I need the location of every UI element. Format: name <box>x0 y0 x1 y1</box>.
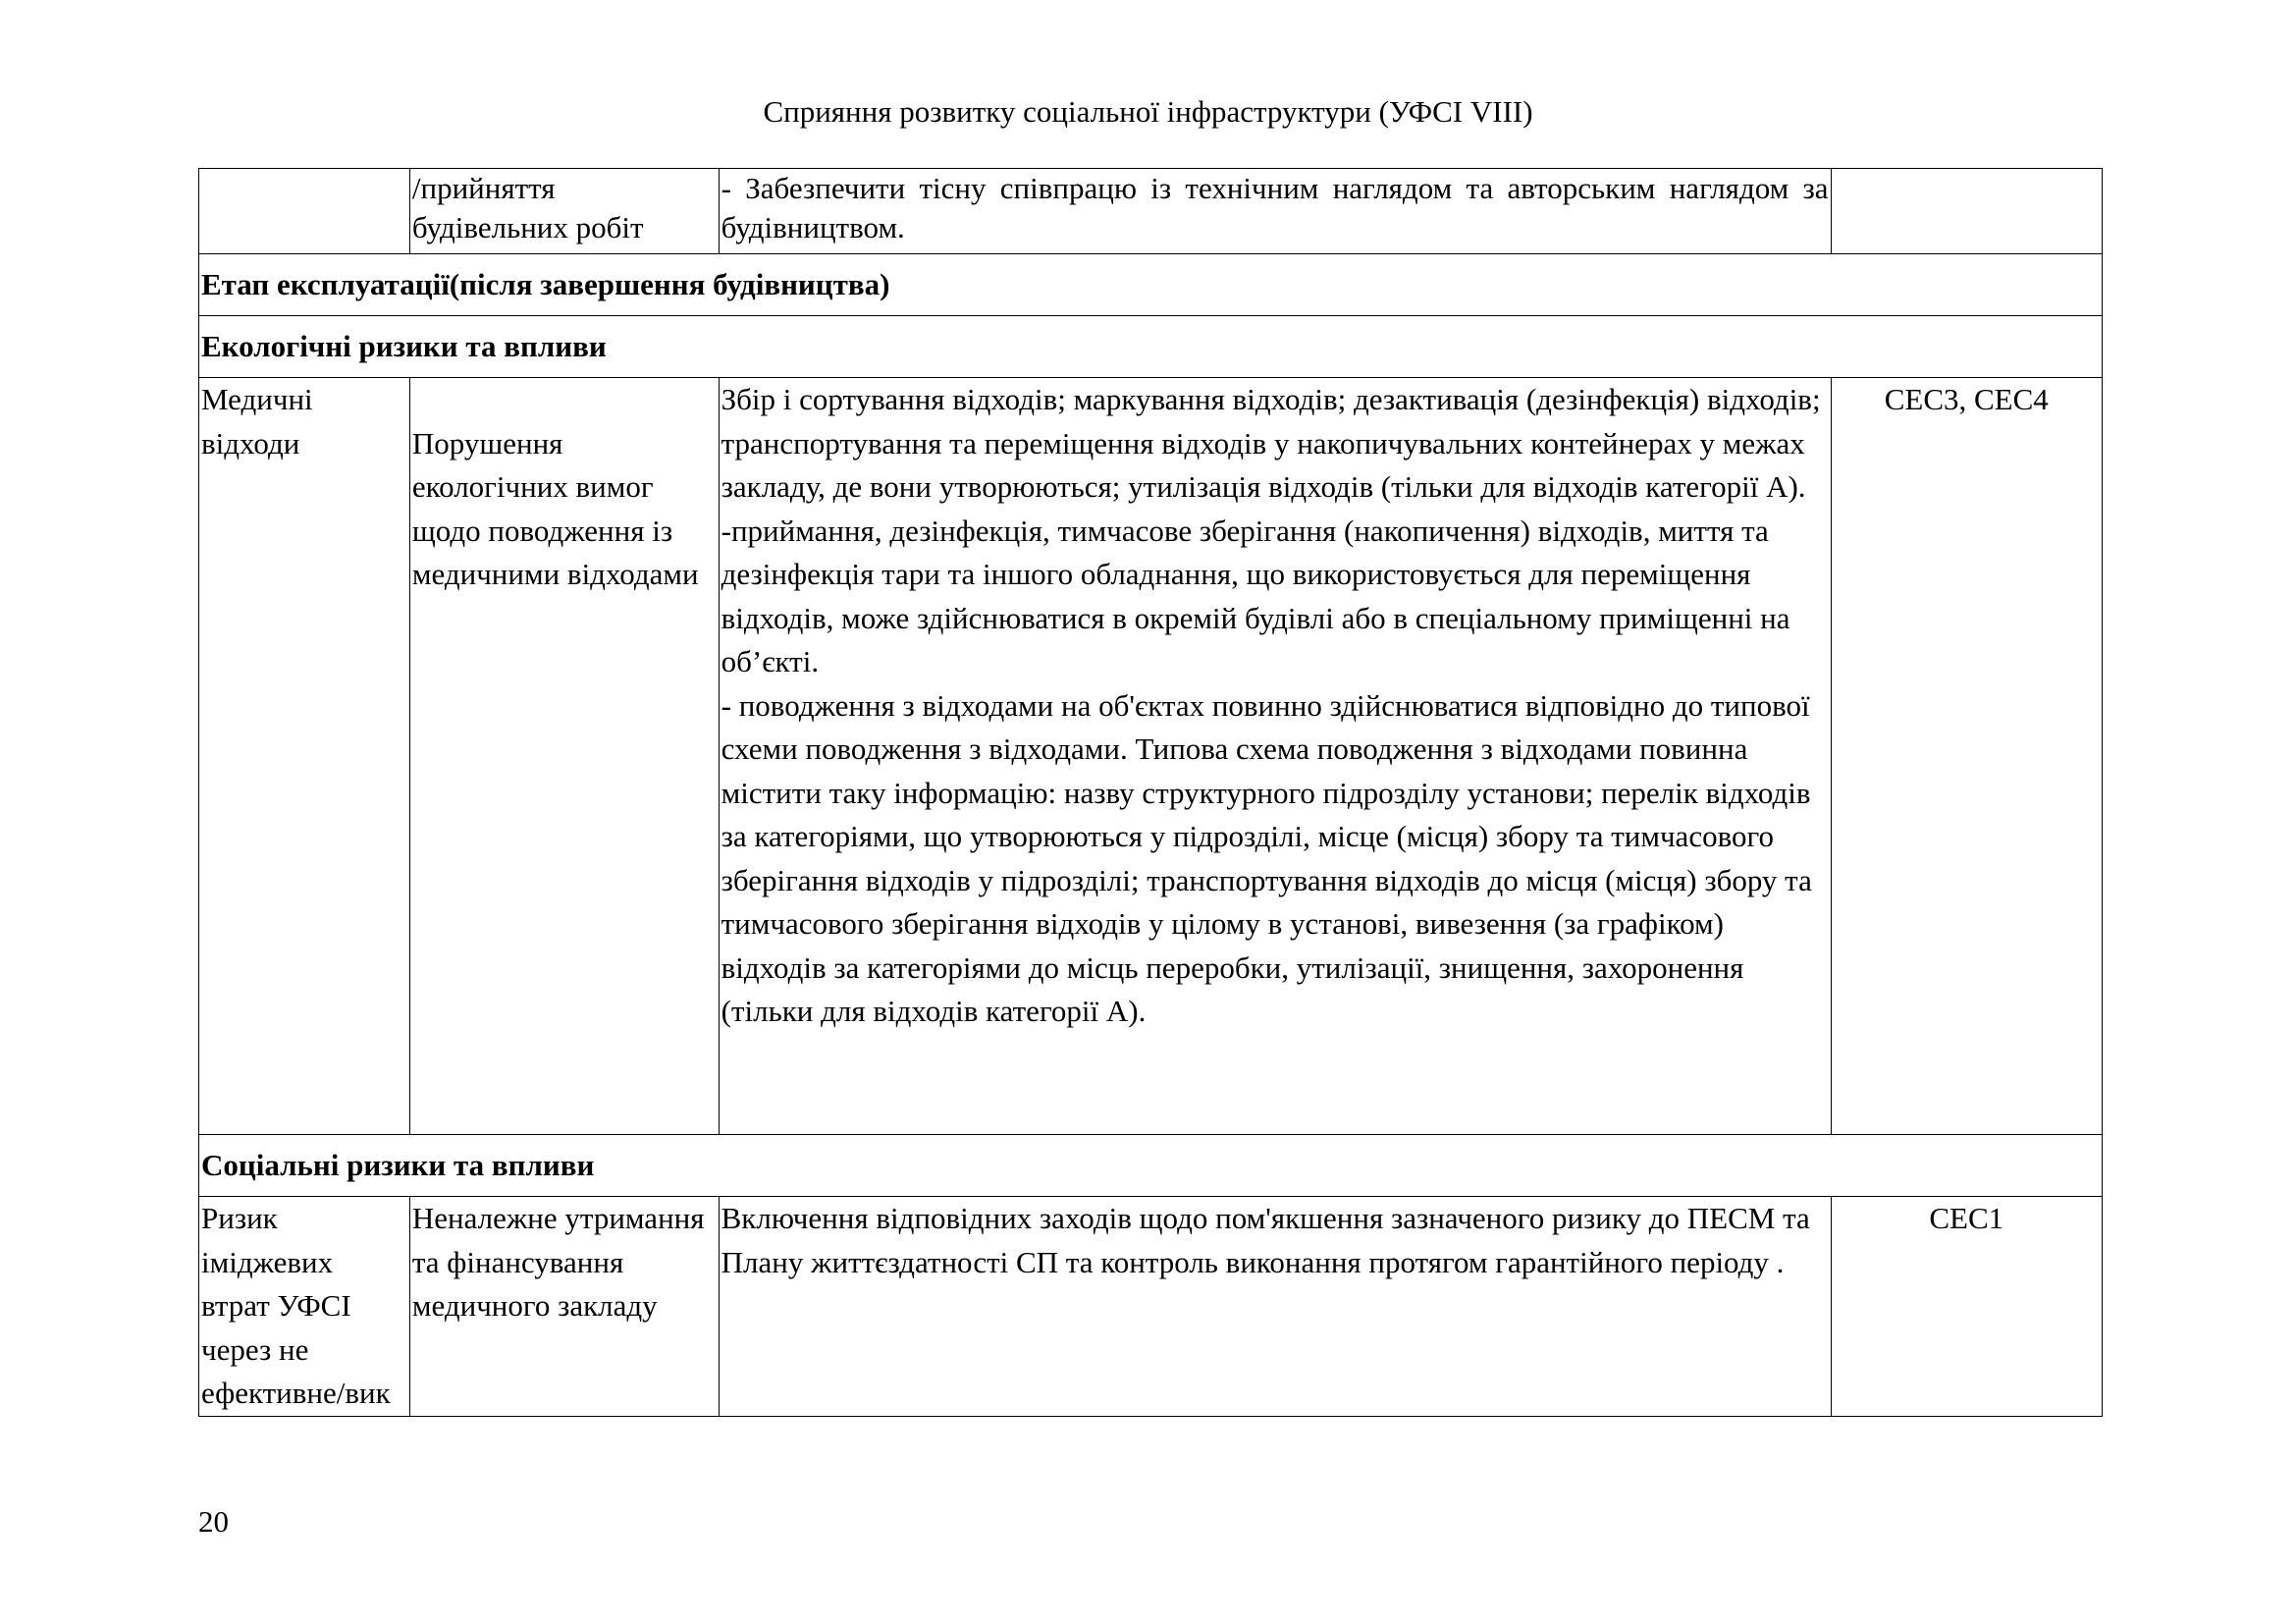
cell-reference: CEC3, CEC4 <box>1831 378 2102 1135</box>
mitigation-paragraph: Збір і сортування відходів; маркування відходів; дезактивація (дезінфекція) відходів; транспортування та переміщення відходів у накопичувальних контейнерах у межах закладу, де вони утворюються; утилізація відходів (тільки для відходів категорії А). <box>721 382 1821 504</box>
cell-mitigation-measures <box>719 378 1831 1135</box>
stage-heading-row <box>199 254 2103 316</box>
cell-risk-description: Порушення екологічних вимог щодо поводження із медичними відходами <box>409 378 719 1135</box>
stage-heading: Етап експлуатації(після завершення будівництва) <box>199 254 2103 316</box>
page-header-title: Сприяння розвитку соціальної інфраструктури (УФСІ VIII) <box>763 94 1533 129</box>
table-row-image-risk <box>199 1197 2103 1417</box>
section-heading-row-environmental <box>199 316 2103 378</box>
cell-mitigation-measures: - Забезпечити тісну співпрацю із технічним наглядом та авторським наглядом за будівництвом. <box>719 169 1831 254</box>
cell-mitigation-measures: Включення відповідних заходів щодо пом'якшення зазначеного ризику до ПЕСМ та Плану життєздатності СП та контроль виконання протягом гарантійного періоду . <box>719 1197 1831 1417</box>
cell-risk-description: /прийняття будівельних робіт <box>409 169 719 254</box>
cell-risk-description: Неналежне утримання та фінансування медичного закладу <box>409 1197 719 1417</box>
table-row-continuation <box>199 169 2103 254</box>
risk-table <box>198 168 2103 1417</box>
cell-reference: CEC1 <box>1831 1197 2102 1417</box>
cell-risk-source: Ризик іміджевих втрат УФСІ через не ефективне/вик <box>199 1197 410 1417</box>
cell-reference <box>1831 169 2102 254</box>
section-heading-row-social <box>199 1135 2103 1197</box>
page-number: 20 <box>198 1504 229 1539</box>
mitigation-paragraph: - поводження з відходами на об'єктах повинно здійснюватися відповідно до типової схеми поводження з відходами. Типова схема поводження з відходами повинна містити таку інформацію: назву структурного підрозділу установи; перелік відходів за категоріями, що утворюються у підрозділі, місце (місця) збору та тимчасового зберігання відходів у підрозділі; транспортування відходів до місця (місця) збору та тимчасового зберігання відходів у цілому в установі, вивезення (за графіком) відходів за категоріями до місць переробки, утилізації, знищення, захоронення (тільки для відходів категорії А). <box>721 687 1812 1028</box>
section-heading-environmental: Екологічні ризики та впливи <box>199 316 2103 378</box>
mitigation-paragraph: -приймання, дезінфекція, тимчасове зберігання (накопичення) відходів, миття та дезінфекція тари та іншого обладнання, що використовується для переміщення відходів, може здійснюватися в окремій будівлі або в спеціальному приміщенні на об’єкті. <box>721 513 1790 678</box>
section-heading-social: Соціальні ризики та впливи <box>199 1135 2103 1197</box>
table-row-medical-waste <box>199 378 2103 1135</box>
cell-risk-source <box>199 169 410 254</box>
cell-risk-source: Медичні відходи <box>199 378 410 1135</box>
